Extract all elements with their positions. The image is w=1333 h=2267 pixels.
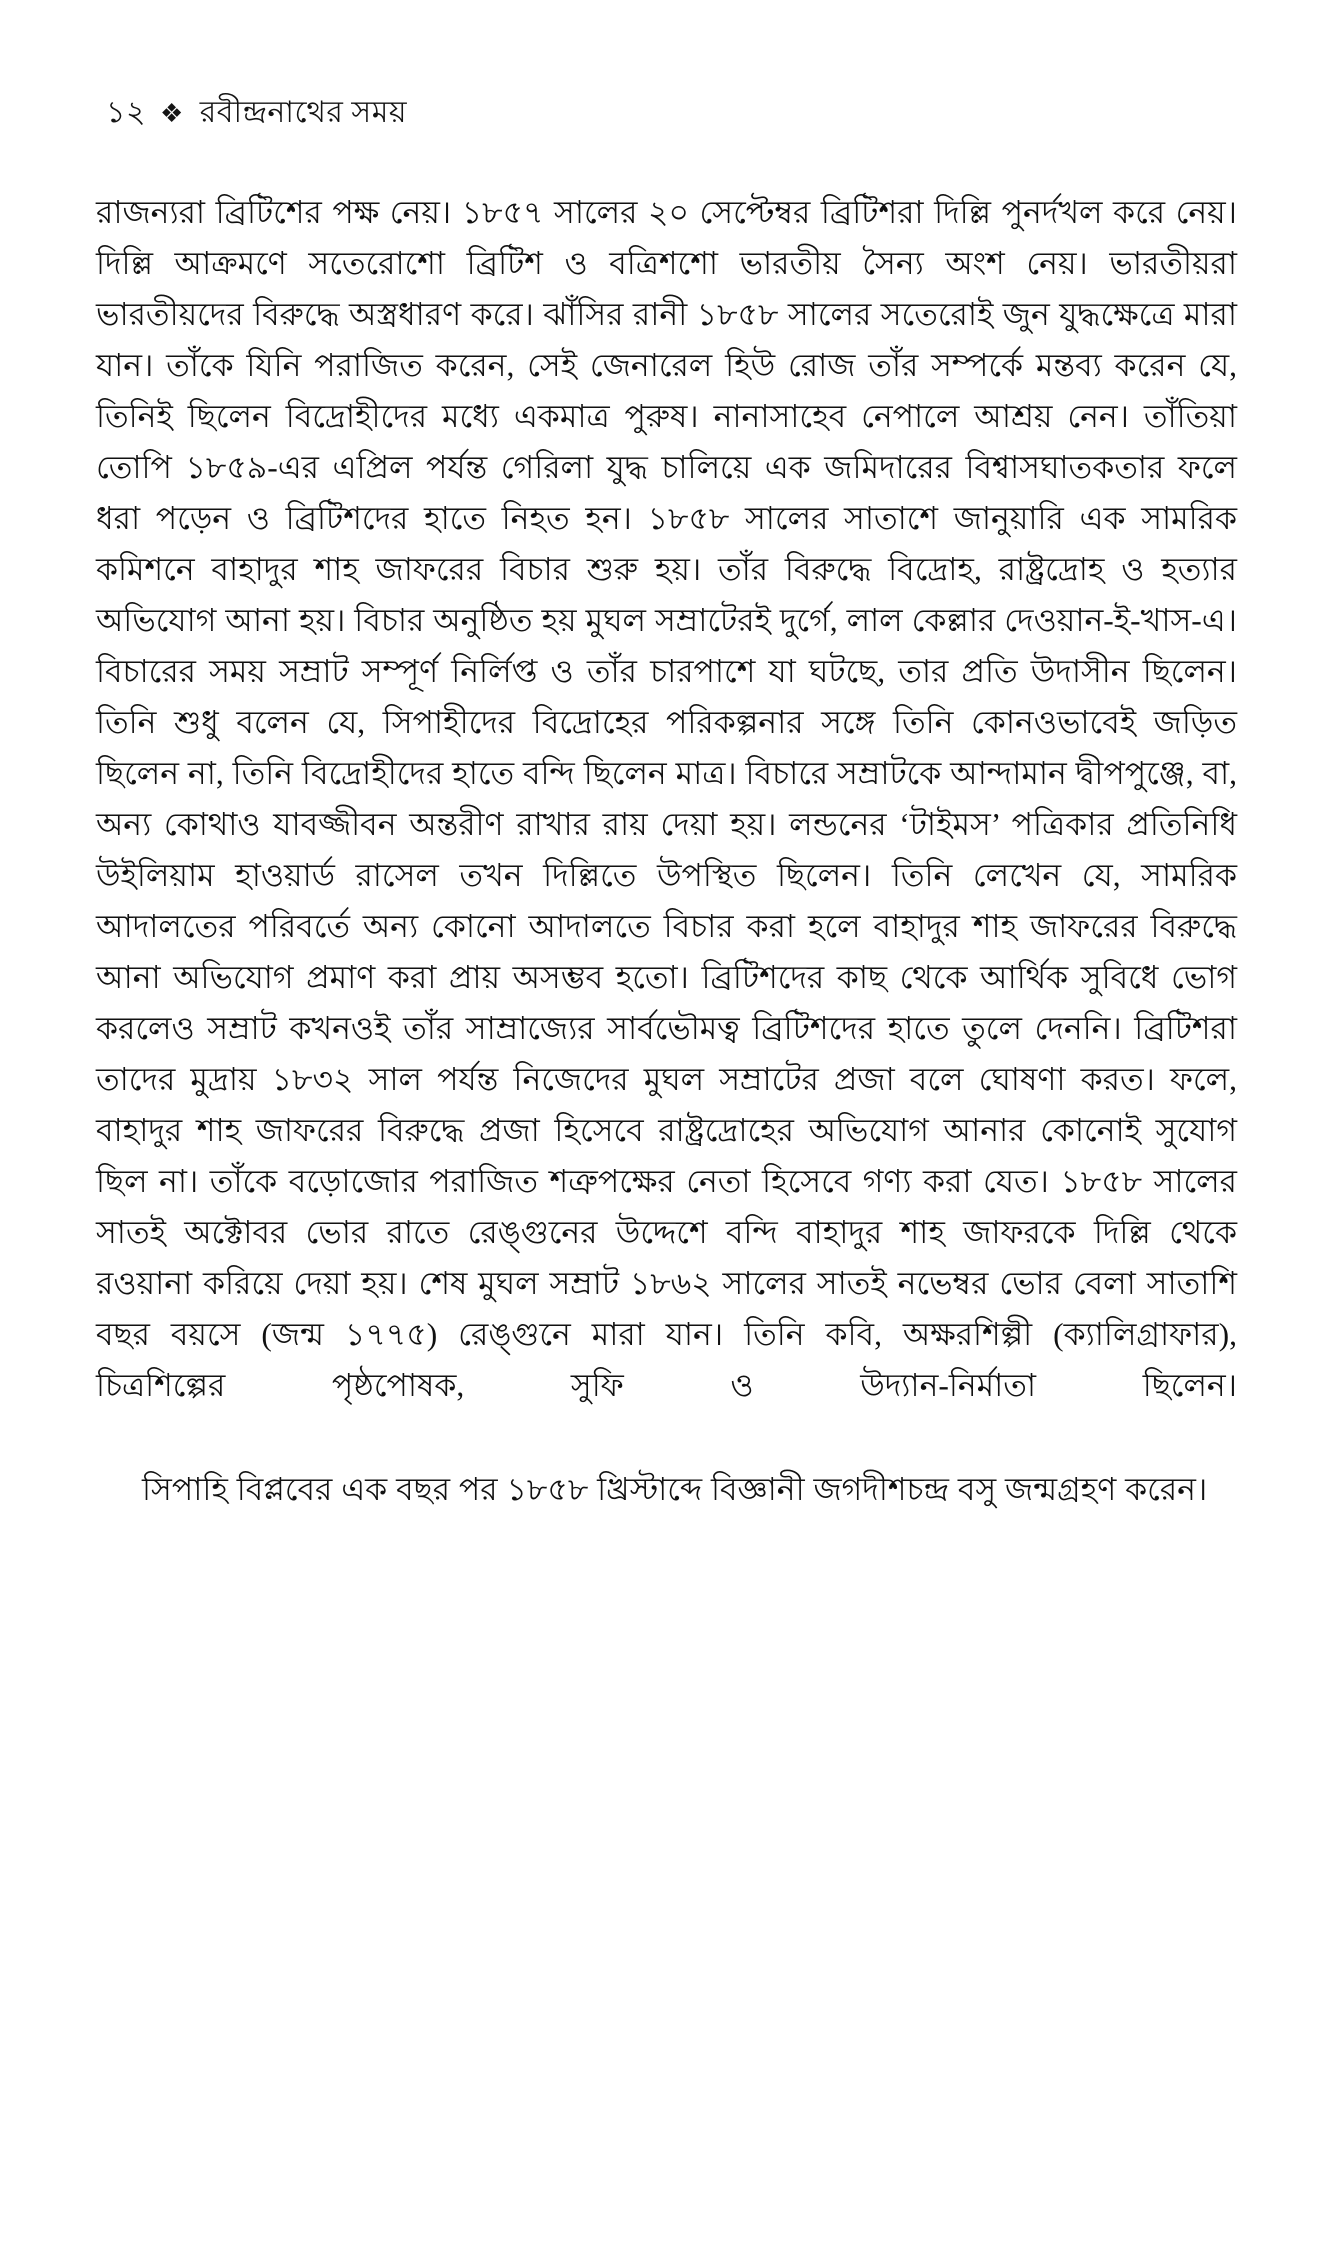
paragraph-1: রাজন্যরা ব্রিটিশের পক্ষ নেয়। ১৮৫৭ সালের ২০ সেপ্টেম্বর ব্রিটিশরা দিল্লি পুনর্দখল করে নেয়। দিল্লি আক্রমণে সতেরোশো ব্রিটিশ ও বত্রিশশো ভারতীয় সৈন্য অংশ নেয়। ভারতীয়রা ভারতীয়দের বিরুদ্ধে অস্ত্রধারণ করে। ঝাঁসির রানী ১৮৫৮ সালের সতেরোই জুন যুদ্ধক্ষেত্রে মারা যান। তাঁকে যিনি পরাজিত করেন, সেই জেনারেল হিউ রোজ তাঁর সম্পর্কে মন্তব্য করেন যে, তিনিই ছিলেন বিদ্রোহীদের মধ্যে একমাত্র পুরুষ। নানাসাহেব নেপালে আশ্রয় নেন। তাঁতিয়া তোপি ১৮৫৯-এর এপ্রিল পর্যন্ত গেরিলা যুদ্ধ চালিয়ে এক জমিদারের বিশ্বাসঘাতকতার ফলে ধরা পড়েন ও ব্রিটিশদের হাতে নিহত হন। ১৮৫৮ সালের সাতাশে জানুয়ারি এক সামরিক কমিশনে বাহাদুর শাহ জাফরের বিচার শুরু হয়। তাঁর বিরুদ্ধে বিদ্রোহ, রাষ্ট্রদ্রোহ ও হত্যার অভিযোগ আনা হয়। বিচার অনুষ্ঠিত হয় মুঘল সম্রাটেরই দুর্গে, লাল কেল্লার দেওয়ান-ই-খাস-এ। বিচারের সময় সম্রাট সম্পূর্ণ নির্লিপ্ত ও তাঁর চারপাশে যা ঘটছে, তার প্রতি উদাসীন ছিলেন। তিনি শুধু বলেন যে, সিপাহীদের বিদ্রোহের পরিকল্পনার সঙ্গে তিনি কোনওভাবেই জড়িত ছিলেন না, তিনি বিদ্রোহীদের হাতে বন্দি ছিলেন মাত্র। বিচারে সম্রাটকে আন্দামান দ্বীপপুঞ্জে, বা, অন্য কোথাও যাবজ্জীবন অন্তরীণ রাখার রায় দেয়া হয়। লন্ডনের ‘টাইমস’ পত্রিকার প্রতিনিধি উইলিয়াম হাওয়ার্ড রাসেল তখন দিল্লিতে উপস্থিত ছিলেন। তিনি লেখেন যে, সামরিক আদালতের পরিবর্তে অন্য কোনো আদালতে বিচার করা হলে বাহাদুর শাহ জাফরের বিরুদ্ধে আনা অভিযোগ প্রমাণ করা প্রায় অসম্ভব হতো। ব্রিটিশদের কাছ থেকে আর্থিক সুবিধে ভোগ করলেও সম্রাট কখনওই তাঁর সাম্রাজ্যের সার্বভৌমত্ব ব্রিটিশদের হাতে তুলে দেননি। ব্রিটিশরা তাদের মুদ্রায় ১৮৩২ সাল পর্যন্ত নিজেদের মুঘল সম্রাটের প্রজা বলে ঘোষণা করত। ফলে, বাহাদুর শাহ জাফরের বিরুদ্ধে প্রজা হিসেবে রাষ্ট্রদ্রোহের অভিযোগ আনার কোনোই সুযোগ ছিল না। তাঁকে বড়োজোর পরাজিত শত্রুপক্ষের নেতা হিসেবে গণ্য করা যেত। ১৮৫৮ সালের সাতই অক্টোবর ভোর রাতে রেঙ্গুনের উদ্দেশে বন্দি বাহাদুর শাহ জাফরকে দিল্লি থেকে রওয়ানা করিয়ে দেয়া হয়। শেষ মুঘল সম্রাট ১৮৬২ সালের সাতই নভেম্বর ভোর বেলা সাতাশি বছর বয়সে (জন্ম ১৭৭৫) রেঙ্গুনে মারা যান। তিনি কবি, অক্ষরশিল্পী (ক্যালিগ্রাফার), চিত্রশিল্পের পৃষ্ঠপোষক, সুফি ও উদ্যান-নির্মাতা ছিলেন। <box>96 195 1237 1404</box>
paragraph-2: সিপাহি বিপ্লবের এক বছর পর ১৮৫৮ খ্রিস্টাব্দে বিজ্ঞানী জগদীশচন্দ্র বসু জন্মগ্রহণ করেন। <box>142 1472 1208 1508</box>
running-title: রবীন্দ্রনাথের সময় <box>199 96 408 129</box>
page-number: ১২ <box>106 96 146 129</box>
page-header <box>106 88 1237 139</box>
page-body <box>96 187 1237 1515</box>
ornament-icon: ❖ <box>159 99 184 128</box>
